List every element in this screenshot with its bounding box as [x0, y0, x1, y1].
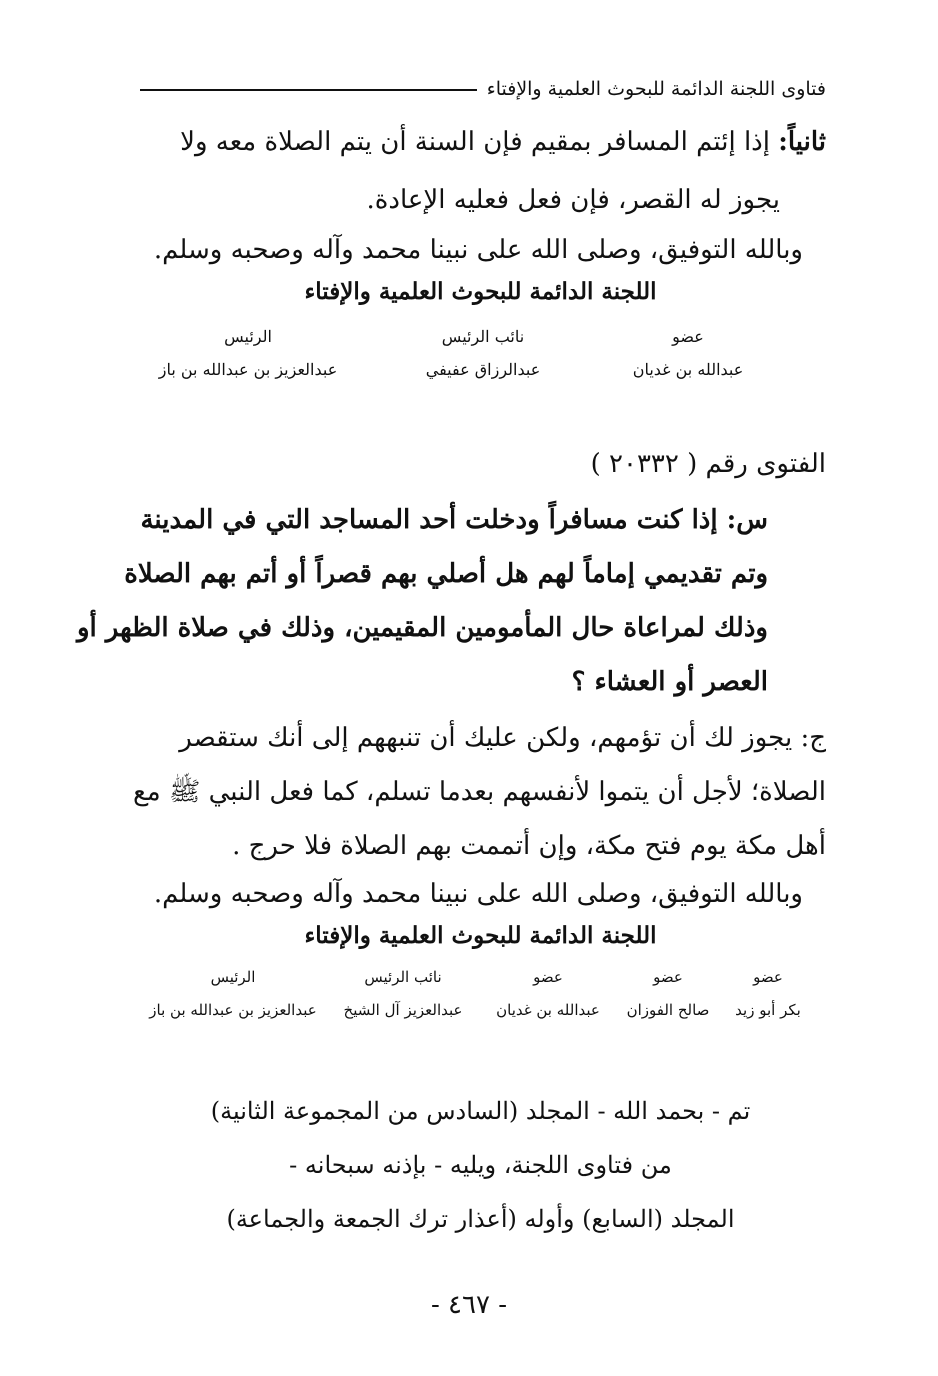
header-rule — [140, 89, 477, 91]
previous-committee-title: اللجنة الدائمة للبحوث العلمية والإفتاء — [304, 278, 657, 305]
answer-line: أهل مكة يوم فتح مكة، وإن أتممت بهم الصلاة فلا حرج . — [232, 831, 826, 861]
page-number: - ٤٦٧ - — [430, 1290, 508, 1320]
end-note-line: تم - بحمد الله - المجلد (السادس من المجموعة الثانية) — [210, 1097, 751, 1125]
question-line: س: إذا كنت مسافراً ودخلت أحد المساجد التي في المدينة — [140, 505, 768, 535]
point-two-line-2: يجوز له القصر، فإن فعل فعليه الإعادة. — [366, 185, 780, 215]
signatory-name: عبدالعزيز بن عبدالله بن باز — [149, 1001, 317, 1019]
fatwa-signatures — [138, 962, 818, 1028]
signatory-role: عضو — [533, 968, 563, 986]
question-line: وذلك لمراعاة حال المأمومين المقيمين، وذلك في صلاة الظهر أو — [76, 613, 768, 643]
question-line: العصر أو العشاء ؟ — [571, 667, 768, 697]
signatory-name: بكر أبو زيد — [735, 1001, 801, 1019]
point-two-label: ثانياً: — [778, 127, 826, 157]
signatory-name: عبدالرزاق عفيفي — [425, 360, 541, 379]
fatwa-closing: وبالله التوفيق، وصلى الله على نبينا محمد وآله وصحبه وسلم. — [153, 879, 803, 909]
question-line: وتم تقديمي إماماً لهم هل أصلي بهم قصراً أو أتم بهم الصلاة — [124, 559, 768, 589]
signatory-name: عبدالله بن غديان — [632, 360, 744, 379]
end-note-line: من فتاوى اللجنة، ويليه - بإذنه سبحانه - — [289, 1151, 672, 1179]
signatory-name: صالح الفوزان — [626, 1001, 710, 1019]
signatory — [478, 962, 618, 1028]
previous-closing: وبالله التوفيق، وصلى الله على نبينا محمد وآله وصحبه وسلم. — [153, 235, 803, 265]
signatory — [328, 962, 478, 1028]
signatory-role: عضو — [653, 968, 683, 986]
previous-signatures — [118, 322, 788, 388]
fatwa-number: الفتوى رقم ( ٢٠٣٣٢ ) — [590, 449, 826, 479]
signatory-role: نائب الرئيس — [364, 968, 442, 986]
signatory-name: عبدالله بن غديان — [496, 1001, 600, 1019]
running-header — [140, 72, 826, 106]
signatory-role: عضو — [753, 968, 783, 986]
signatory — [138, 962, 328, 1028]
signatory-role: الرئيس — [224, 327, 272, 346]
signatory — [718, 962, 818, 1028]
signatory-role: الرئيس — [210, 968, 256, 986]
signatory — [618, 962, 718, 1028]
signatory — [118, 322, 378, 388]
fatwa-committee-title: اللجنة الدائمة للبحوث العلمية والإفتاء — [304, 922, 657, 949]
signatory — [378, 322, 588, 388]
running-header-title: فتاوى اللجنة الدائمة للبحوث العلمية والإفتاء — [486, 78, 826, 100]
signatory-role: عضو — [672, 327, 704, 346]
answer-line: ج: يجوز لك أن تؤمهم، ولكن عليك أن تنبههم إلى أنك ستقصر — [179, 723, 826, 753]
point-two-line-1 — [135, 112, 826, 172]
answer-line: الصلاة؛ لأجل أن يتموا لأنفسهم بعدما تسلم، كما فعل النبي ﷺ مع — [132, 777, 826, 807]
signatory-role: نائب الرئيس — [441, 327, 525, 346]
end-note-line: المجلد (السابع) وأوله (أعذار ترك الجمعة والجماعة) — [226, 1205, 735, 1233]
signatory-name: عبدالعزيز آل الشيخ — [343, 1001, 463, 1019]
point-two-text: إذا إئتم المسافر بمقيم فإن السنة أن يتم الصلاة معه ولا — [180, 127, 779, 157]
signatory — [588, 322, 788, 388]
signatory-name: عبدالعزيز بن عبدالله بن باز — [158, 360, 338, 379]
